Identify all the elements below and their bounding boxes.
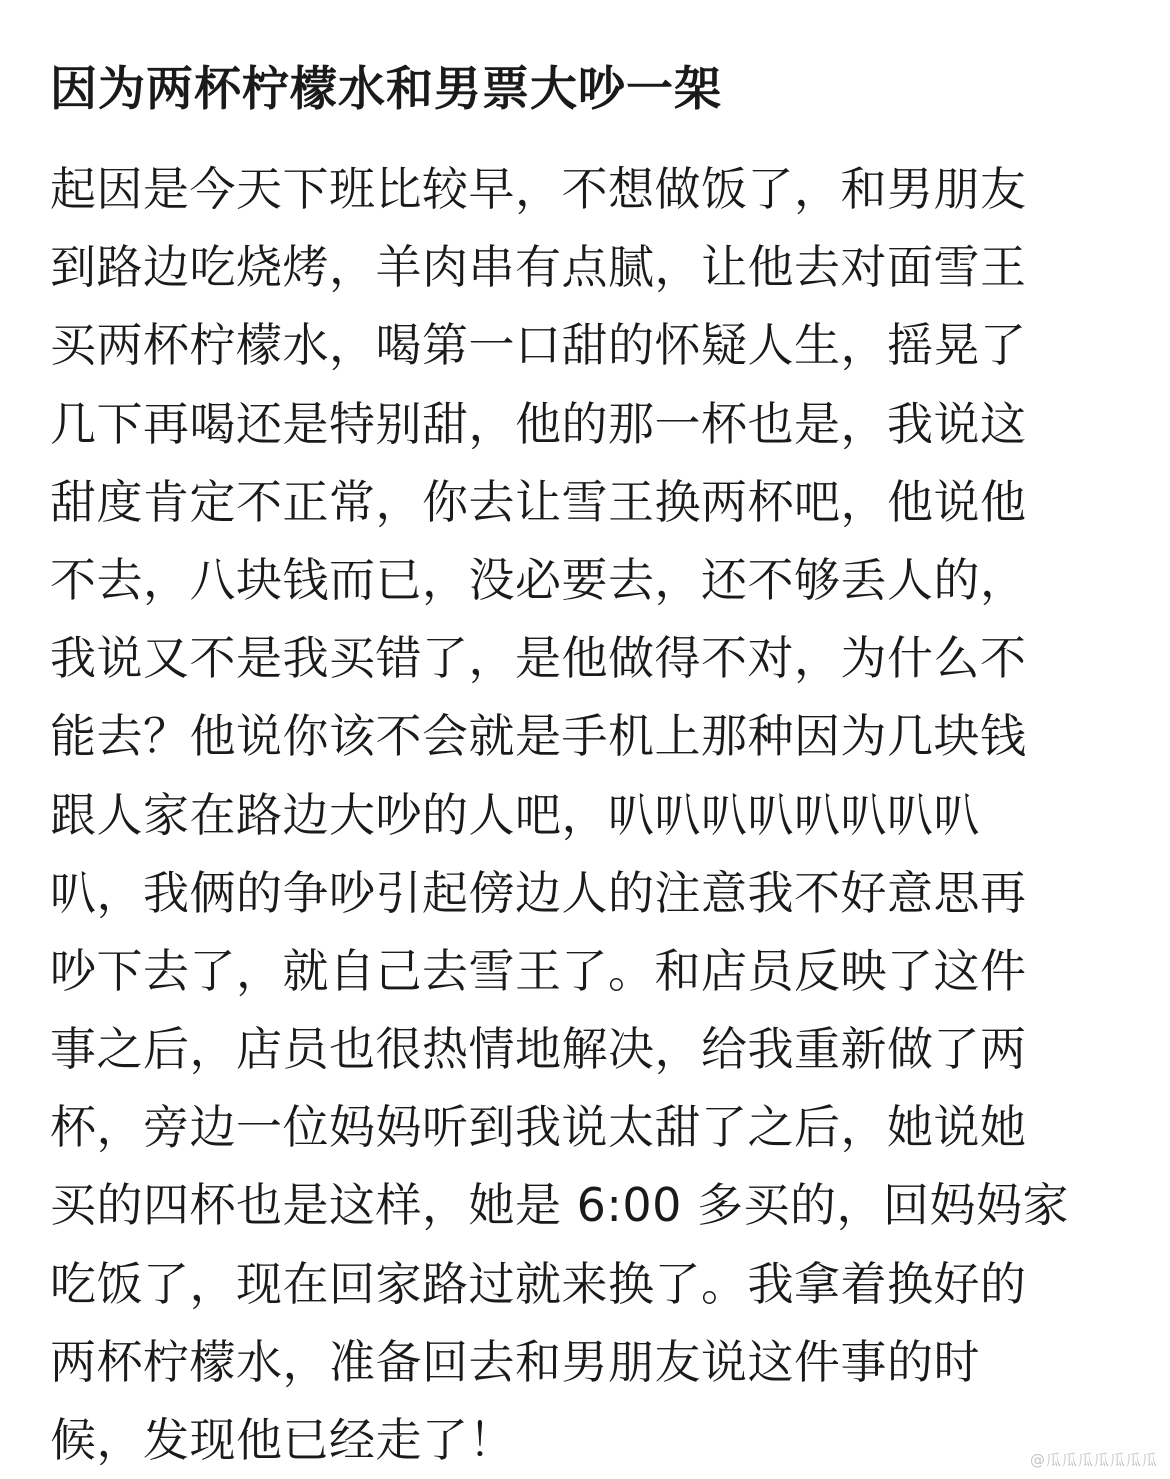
post-title: 因为两杯柠檬水和男票大吵一架 <box>50 62 722 117</box>
post-body-line: 几下再喝还是特别甜，他的那一杯也是，我说这 <box>50 396 1027 451</box>
post-body <box>50 150 1130 1479</box>
post-body-line: 甜度肯定不正常，你去让雪王换两杯吧，他说他 <box>50 474 1027 529</box>
post-body-line: 能去？他说你该不会就是手机上那种因为几块钱 <box>50 709 1027 764</box>
post-body-line: 到路边吃烧烤，羊肉串有点腻，让他去对面雪王 <box>50 240 1027 295</box>
post-body-line: 不去，八块钱而已，没必要去，还不够丢人的， <box>50 552 1027 607</box>
post-body-line: 两杯柠檬水，准备回去和男朋友说这件事的时 <box>50 1334 980 1389</box>
post-body-line: 买两杯柠檬水，喝第一口甜的怀疑人生，摇晃了 <box>50 318 1027 373</box>
post-body-line: 杯，旁边一位妈妈听到我说太甜了之后，她说她 <box>50 1100 1027 1155</box>
post-body-line: 我说又不是我买错了，是他做得不对，为什么不 <box>50 631 1027 686</box>
post-body-line: 候，发现他已经走了！ <box>50 1413 515 1467</box>
post-body-line: 跟人家在路边大吵的人吧，叭叭叭叭叭叭叭叭 <box>50 787 980 842</box>
watermark: @瓜瓜瓜瓜瓜瓜瓜 <box>1029 1451 1158 1469</box>
post-body-line: 吵下去了，就自己去雪王了。和店员反映了这件 <box>50 943 1027 998</box>
post-body-line: 买的四杯也是这样，她是 6:00 多买的，回妈妈家 <box>50 1178 1070 1233</box>
post-body-line: 吃饭了，现在回家路过就来换了。我拿着换好的 <box>50 1256 1027 1311</box>
post-body-line: 事之后，店员也很热情地解决，给我重新做了两 <box>50 1022 1027 1077</box>
post-body-line: 叭，我俩的争吵引起傍边人的注意我不好意思再 <box>50 865 1027 920</box>
post-body-line: 起因是今天下班比较早，不想做饭了，和男朋友 <box>50 162 1027 216</box>
